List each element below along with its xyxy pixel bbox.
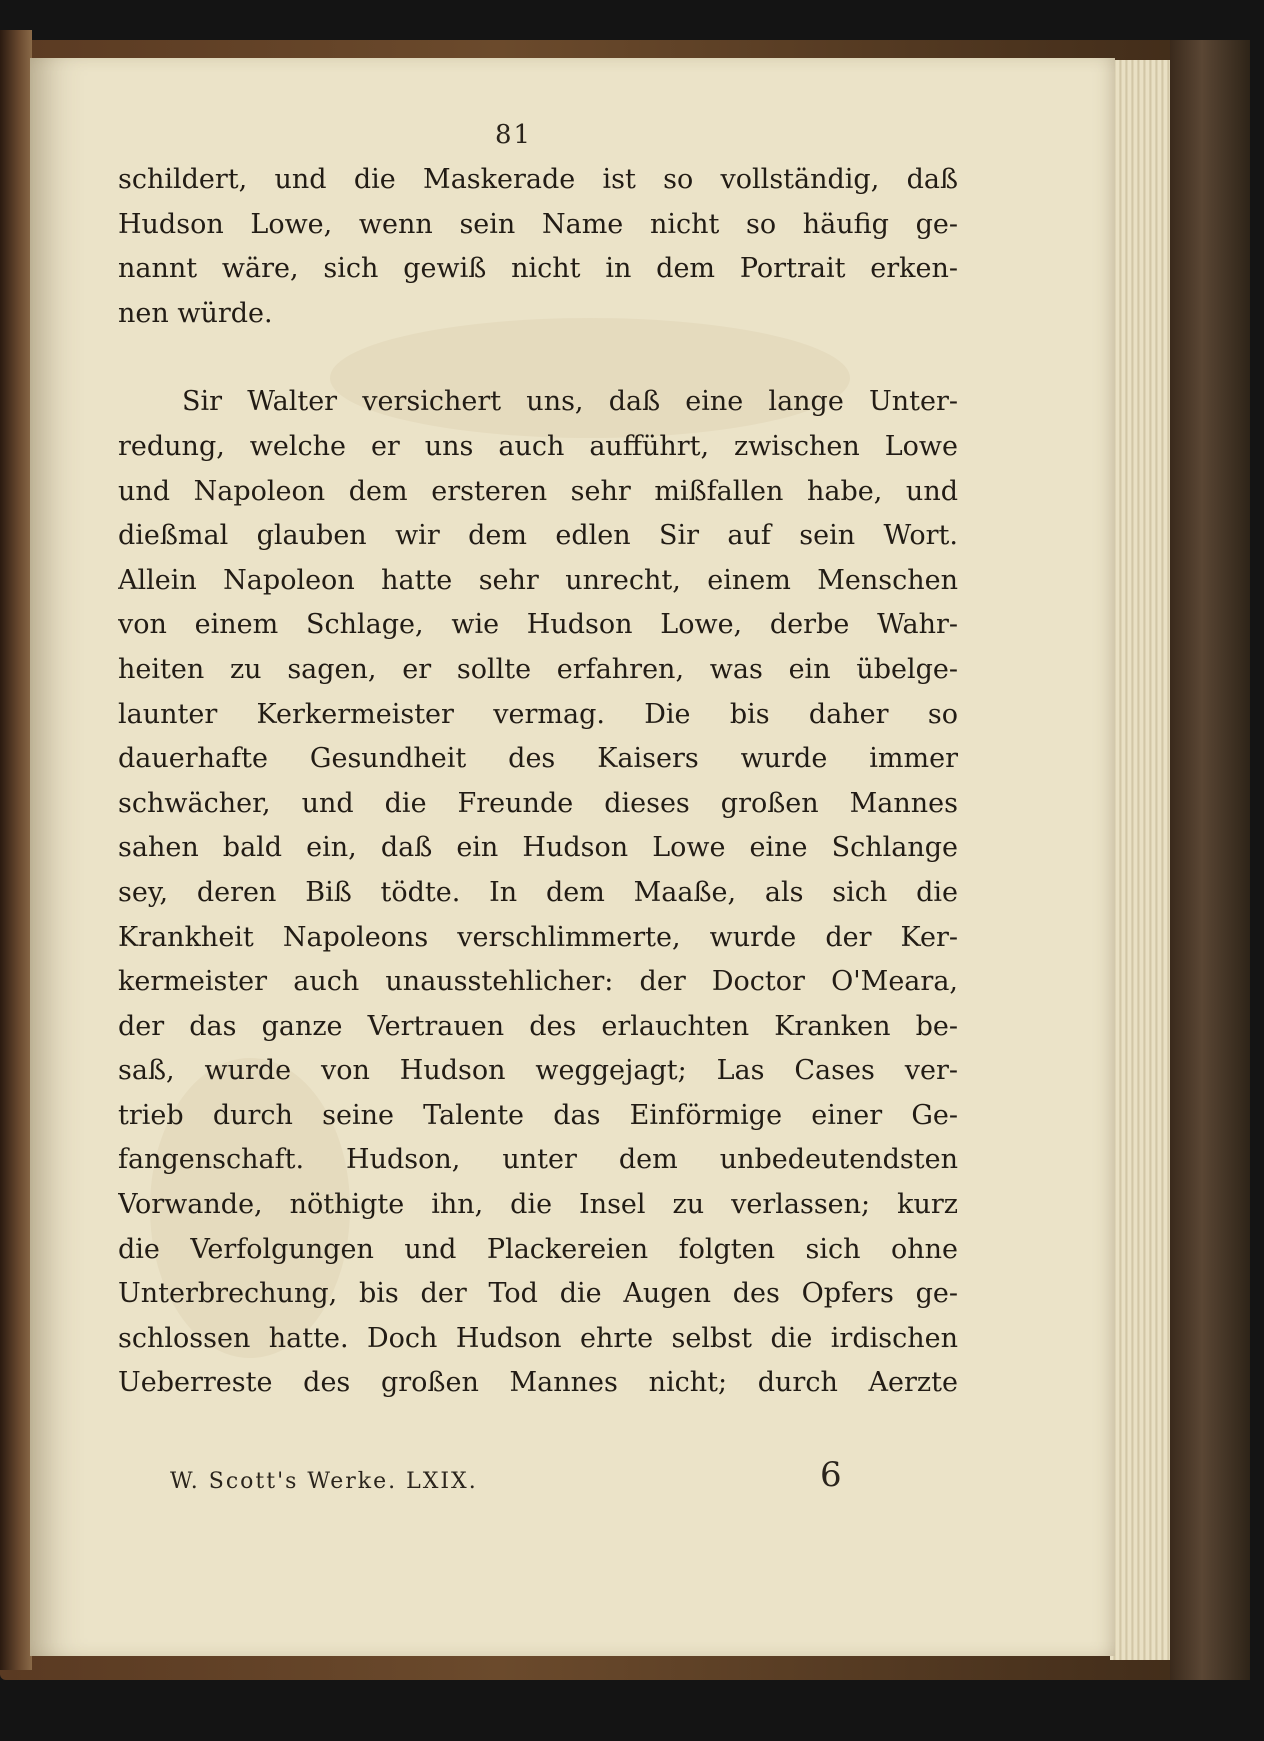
text-line: und Napoleon dem ersteren sehr mißfallen habe, und	[118, 475, 958, 507]
book-spine	[0, 30, 32, 1670]
text-line: dießmal glauben wir dem edlen Sir auf sein Wort.	[118, 520, 958, 552]
text-line: trieb durch seine Talente das Einförmige einer Ge-	[118, 1099, 958, 1131]
text-line: die Verfolgungen und Plackereien folgten sich ohne	[118, 1233, 958, 1265]
text-line: schildert, und die Maskerade ist so vollständig, daß	[118, 164, 958, 195]
text-line: heiten zu sagen, er sollte erfahren, was ein übelge-	[118, 653, 958, 685]
sheet-number: 6	[820, 1455, 842, 1495]
body-text	[118, 158, 958, 1406]
text-line: nen würde.	[118, 297, 273, 329]
text-line: saß, wurde von Hudson weggejagt; Las Cases ver-	[118, 1055, 958, 1087]
text-line: launter Kerkermeister vermag. Die bis daher so	[118, 698, 958, 730]
text-line: schwächer, und die Freunde dieses großen Mannes	[118, 787, 958, 819]
text-line: der das ganze Vertrauen des erlauchten Kranken be-	[118, 1010, 958, 1042]
text-line: Allein Napoleon hatte sehr unrecht, einem Menschen	[118, 564, 958, 596]
page-edges	[1110, 60, 1170, 1660]
text-line: schlossen hatte. Doch Hudson ehrte selbst die irdischen	[118, 1322, 958, 1354]
text-line: kermeister auch unausstehlicher: der Doctor O'Meara,	[118, 966, 958, 998]
text-line: sahen bald ein, daß ein Hudson Lowe eine Schlange	[118, 832, 958, 864]
page-number: 81	[495, 120, 533, 150]
paragraph-2	[118, 380, 958, 1406]
text-line: Krankheit Napoleons verschlimmerte, wurde der Ker-	[118, 921, 958, 953]
text-line: Ueberreste des großen Mannes nicht; durch Aerzte	[118, 1367, 958, 1399]
text-line: sey, deren Biß tödte. In dem Maaße, als sich die	[118, 876, 958, 908]
text-line: redung, welche er uns auch aufführt, zwischen Lowe	[118, 430, 958, 462]
page-footer	[170, 1455, 950, 1515]
text-line: fangenschaft. Hudson, unter dem unbedeutendsten	[118, 1144, 958, 1176]
text-line: nannt wäre, sich gewiß nicht in dem Portrait erken-	[118, 253, 958, 285]
text-line: Vorwande, nöthigte ihn, die Insel zu verlassen; kurz	[118, 1189, 958, 1221]
paragraph-1	[118, 158, 958, 336]
text-line: dauerhafte Gesundheit des Kaisers wurde immer	[118, 743, 958, 775]
book-back-cover	[1170, 40, 1250, 1680]
text-line: von einem Schlage, wie Hudson Lowe, derbe Wahr-	[118, 609, 958, 641]
text-line: Sir Walter versichert uns, daß eine lange Unter-	[182, 386, 958, 418]
text-line: Hudson Lowe, wenn sein Name nicht so häufig ge-	[118, 208, 958, 240]
printer-signature: W. Scott's Werke. LXIX.	[170, 1469, 478, 1494]
text-line: Unterbrechung, bis der Tod die Augen des Opfers ge-	[118, 1278, 958, 1310]
